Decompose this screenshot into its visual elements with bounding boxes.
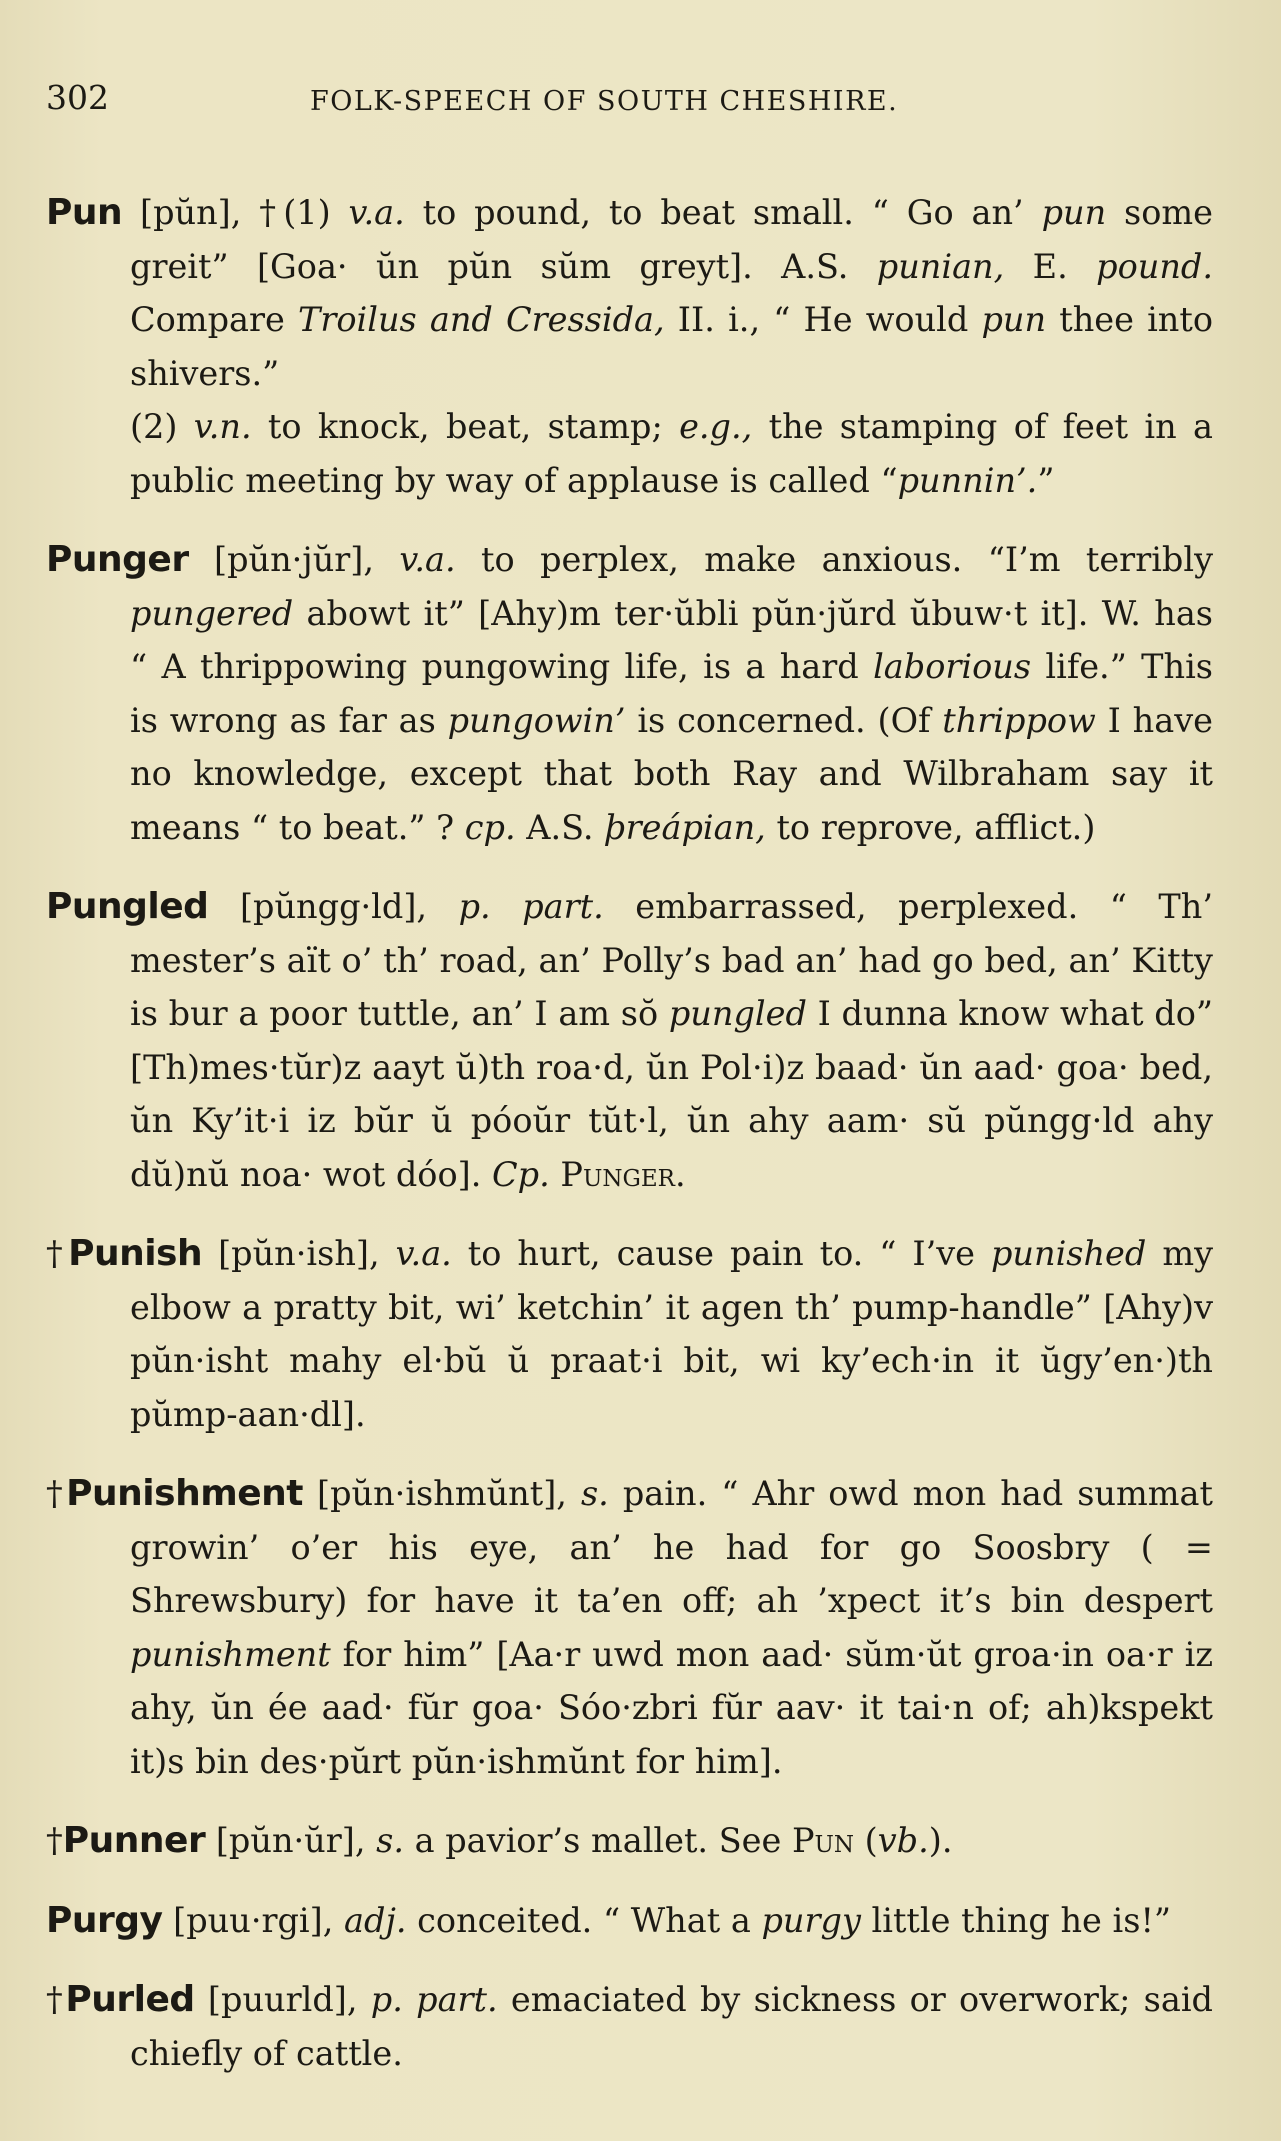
headword: Punish xyxy=(68,1233,203,1274)
dagger-mark: † xyxy=(46,1474,67,1513)
entry-punishment: †Punishment [pŭn·ishmŭnt], s. pain. “ Ahr owd mon had summat growin’ o’er his eye, an’ he had for go Soosbry ( = Shrewsbury) for have it ta’en off; ah ’xpect it’s bin despert punishment for him” [Aa·r uwd mon aad· sŭm·ŭt groa·in oa·r iz ahy, ŭn ée aad· fŭr goa· Sóo·zbri fŭr aav· it tai·n of; ah)kspekt it)s bin des·pŭrt pŭn·ishmŭnt for him]. xyxy=(46,1473,1213,1781)
page-header xyxy=(46,78,1213,138)
dagger-mark: † xyxy=(46,1234,69,1273)
entry-punner: †Punner [pŭn·ŭr], s. a pavior’s mallet. See Pun (vb.). xyxy=(46,1820,953,1861)
entry-punish: †Punish [pŭn·ish], v.a. to hurt, cause pain to. “ I’ve punished my elbow a pratty bit, wi’ ketchin’ it agen th’ pump-handle” [Ahy)v pŭn·isht mahy el·bŭ ŭ praat·i bit, wi ky’ech·in it ŭgy’en·)th pŭmp-aan·dl]. xyxy=(46,1233,1214,1434)
headword: Purled xyxy=(65,1979,195,2020)
entry-purled: †Purled [puurld], p. part. emaciated by sickness or overwork; said chiefly of cattle. xyxy=(46,1979,1214,2073)
running-head: FOLK-SPEECH OF SOUTH CHESHIRE. xyxy=(310,86,899,117)
headword: Punner xyxy=(62,1820,206,1861)
headword: Pungled xyxy=(46,886,209,927)
headword: Punger xyxy=(46,539,189,580)
entry-pun: Pun [pŭn], †(1) v.a. to pound, to beat small. “ Go an’ pun some greit” [Goa· ŭn pŭn sŭm greyt]. A.S. punian, E. pound. Compare Troilus and Cressida, II. i., “ He would pun thee into shivers.” (2) v.n. to knock, beat, stamp; e.g., the stamping of feet in a public meeting by way of applause is called “punnin’.” xyxy=(46,186,1213,507)
page-number: 302 xyxy=(46,78,109,117)
headword: Pun xyxy=(46,192,123,233)
dagger-mark: † xyxy=(46,1821,63,1860)
entry-pungled: Pungled [pŭngg·ld], p. part. embarrassed, perplexed. “ Th’ mester’s aït o’ th’ road, an’ Polly’s bad an’ had go bed, an’ Kitty is bur a poor tuttle, an’ I am sŏ pungled I dunna know what do” [Th)mes·tŭr)z aayt ŭ)th roa·d, ŭn Pol·i)z baad· ŭn aad· goa· bed, ŭn Ky’it·i iz bŭr ŭ póoŭr tŭt·l, ŭn ahy aam· sŭ pŭngg·ld ahy dŭ)nŭ noa· wot dóo]. Cp. Punger. xyxy=(46,886,1213,1194)
entry-purgy: Purgy [puu·rgi], adj. conceited. “ What a purgy little thing he is!” xyxy=(46,1899,1172,1941)
sense-2: (2) v.n. to knock, beat, stamp; e.g., the stamping of feet in a public meeting by way of applause is called “punnin’.” xyxy=(130,407,1213,500)
dagger-mark: † xyxy=(46,1980,66,2019)
entry-punger: Punger [pŭn·jŭr], v.a. to perplex, make anxious. “I’m terribly pungered abowt it” [Ahy)m ter·ŭbli pŭn·jŭrd ŭbuw·t it]. W. has “ A thrippowing pungowing life, is a hard laborious life.” This is wrong as far as pungowin’ is concerned. (Of thrippow I have no knowledge, except that both Ray and Wilbraham say it means “ to beat.” ? cp. A.S. þreápian, to reprove, afflict.) xyxy=(46,539,1214,847)
headword: Punishment xyxy=(66,1473,303,1514)
headword: Purgy xyxy=(46,1899,163,1941)
